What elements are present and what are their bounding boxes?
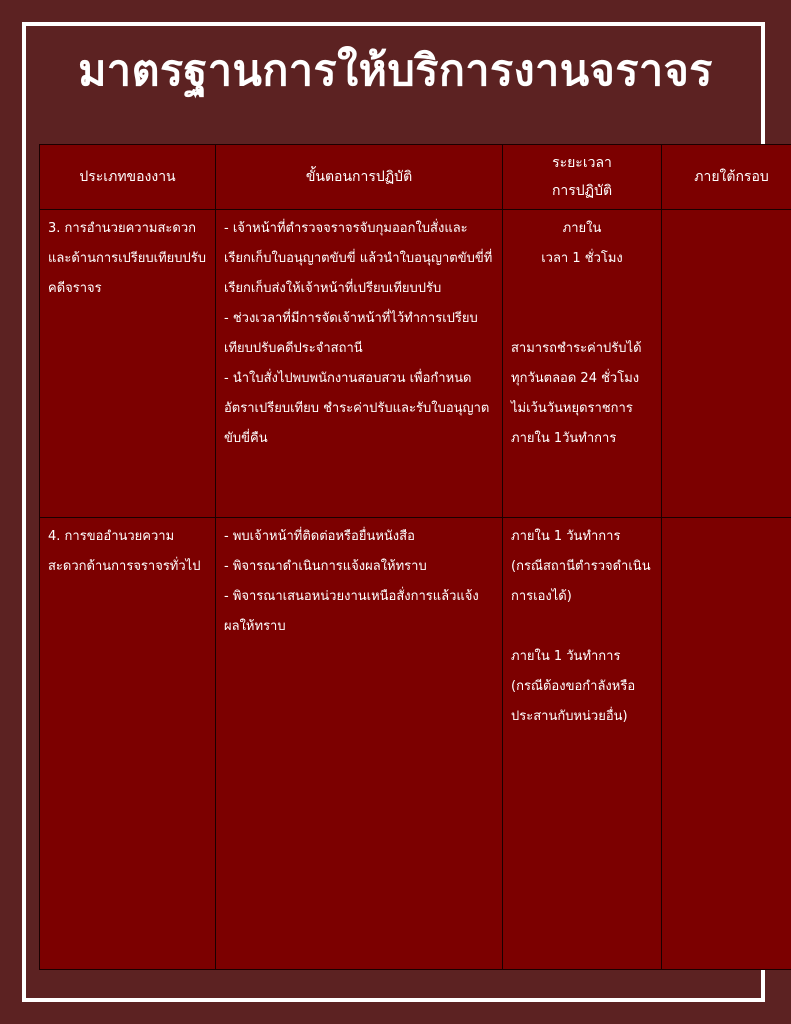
cell-procedure <box>216 210 503 518</box>
cell-scope <box>662 518 791 970</box>
procedure-step: - นำใบสั่งไปพบพนักงานสอบสวน เพื่อกำหนดอัตราเปรียบเทียบ ชำระค่าปรับและรับใบอนุญาตขับขี่คืน <box>224 371 490 446</box>
procedure-step: - พิจารณาเสนอหน่วยงานเหนือสั่งการแล้วแจ้งผลให้ทราบ <box>224 589 479 634</box>
duration-text: สามารถชำระค่าปรับได้ทุกวันตลอด 24 ชั่วโมงไม่เว้นวันหยุดราชการ <box>511 341 642 416</box>
service-standards-table <box>39 144 791 970</box>
duration-text: ภายใน 1 วันทำการ (กรณีต้องขอกำลังหรือประสานกับหน่วยอื่น) <box>511 649 636 724</box>
procedure-step: - ช่วงเวลาที่มีการจัดเจ้าหน้าที่ไว้ทำการเปรียบเทียบปรับคดีประจำสถานี <box>224 311 478 356</box>
cell-work-type: 4. การขออำนวยความสะดวกด้านการจราจรทั่วไป <box>40 518 216 970</box>
header-duration <box>503 145 662 210</box>
table-row <box>40 210 791 518</box>
cell-duration <box>503 518 662 970</box>
procedure-step: - พบเจ้าหน้าที่ติดต่อหรือยื่นหนังสือ <box>224 529 415 544</box>
duration-text: ภายใน 1 วันทำการ (กรณีสถานีตำรวจดำเนินการเองได้) <box>511 529 651 604</box>
table-header-row <box>40 145 791 210</box>
duration-text: ภายใน <box>562 221 602 236</box>
cell-scope <box>662 210 791 518</box>
cell-procedure <box>216 518 503 970</box>
table-row <box>40 518 791 970</box>
page-title: มาตรฐานการให้บริการงานจราจร <box>78 46 713 96</box>
header-duration-line2: การปฏิบัติ <box>551 183 613 199</box>
header-duration-line1: ระยะเวลา <box>552 155 612 171</box>
header-work-type: ประเภทของงาน <box>40 145 216 210</box>
procedure-step: - พิจารณาดำเนินการแจ้งผลให้ทราบ <box>224 559 427 574</box>
duration-text: เวลา 1 ชั่วโมง <box>541 251 623 266</box>
duration-text: ภายใน 1วันทำการ <box>511 431 617 446</box>
procedure-step: - เจ้าหน้าที่ตำรวจจราจรจับกุมออกใบสั่งและเรียกเก็บใบอนุญาตขับขี่ แล้วนำใบอนุญาตขับขี่ที่เรียกเก็บส่งให้เจ้าหน้าที่เปรียบเทียบปรับ <box>224 221 493 296</box>
header-scope: ภายใต้กรอบ <box>662 145 791 210</box>
cell-work-type: 3. การอำนวยความสะดวก และด้านการเปรียบเทียบปรับคดีจราจร <box>40 210 216 518</box>
header-procedure: ขั้นตอนการปฏิบัติ <box>216 145 503 210</box>
cell-duration <box>503 210 662 518</box>
